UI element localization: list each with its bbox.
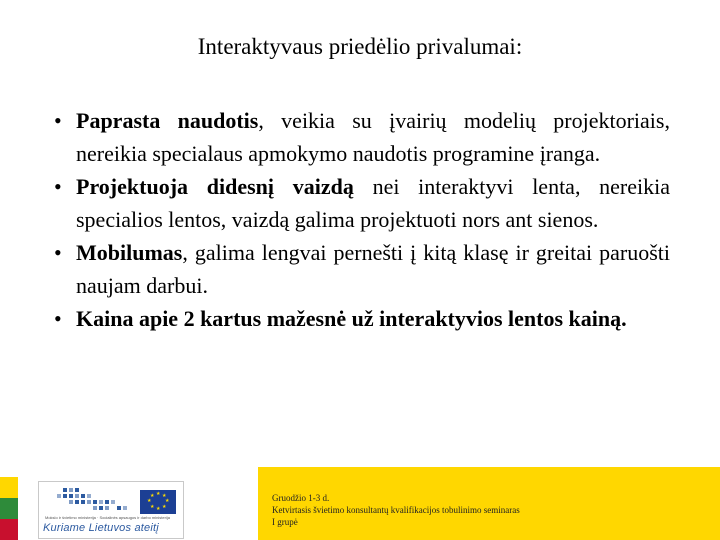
bullet-dot-icon: • [54, 240, 62, 265]
bullet-bold-text: Projektuoja didesnį vaizdą [76, 174, 354, 199]
bullet-item [48, 302, 670, 335]
flag-yellow-stripe [0, 477, 18, 498]
bullet-bold-text: Mobilumas [76, 240, 183, 265]
logo-slogan: Kuriame Lietuvos ateitį [43, 522, 159, 534]
grid-logo-icon [53, 486, 135, 514]
bullet-list [48, 104, 670, 335]
flag-red-stripe [0, 519, 18, 540]
bullet-bold-text: Kaina apie 2 kartus mažesnė už interaktyvios lentos kainą. [76, 306, 627, 331]
bullet-dot-icon: • [54, 174, 62, 199]
lithuanian-flag-stripes [0, 477, 18, 540]
logo-small-text: Mokslo ir švietimo ministerija · Socialinės apsaugos ir darbo ministerija [45, 515, 170, 520]
bullet-item [48, 236, 670, 302]
bullet-text: , galima lengvai pernešti į kitą klasę ir greitai paruošti naujam darbui. [76, 240, 670, 298]
bullet-bold-text: Paprasta naudotis [76, 108, 259, 133]
slide-title: Interaktyvaus priedėlio privalumai: [197, 34, 523, 59]
footer-seminar: Ketvirtasis švietimo konsultantų kvalifikacijos tobulinimo seminaras [272, 505, 520, 515]
slide-footer [0, 467, 720, 540]
partner-logo [38, 481, 184, 539]
footer-group: I grupė [272, 517, 298, 527]
footer-info-text [272, 492, 520, 528]
bullet-item [48, 170, 670, 236]
bullet-dot-icon: • [54, 306, 62, 331]
bullet-text: , veikia su įvairių modelių projektoriais, nereikia specialaus apmokymo naudotis programine įranga. [76, 108, 670, 166]
flag-green-stripe [0, 498, 18, 519]
bullet-text: nei interaktyvi lenta, nereikia specialios lentos, vaizdą galima projektuoti nors ant sienos. [76, 174, 671, 232]
eu-flag-icon: ★ ★ ★ ★ ★ ★ ★ ★ [140, 490, 176, 514]
footer-info-panel [258, 467, 720, 540]
footer-date: Gruodžio 1-3 d. [272, 493, 330, 503]
bullet-dot-icon: • [54, 108, 62, 133]
bullet-item [48, 104, 670, 170]
